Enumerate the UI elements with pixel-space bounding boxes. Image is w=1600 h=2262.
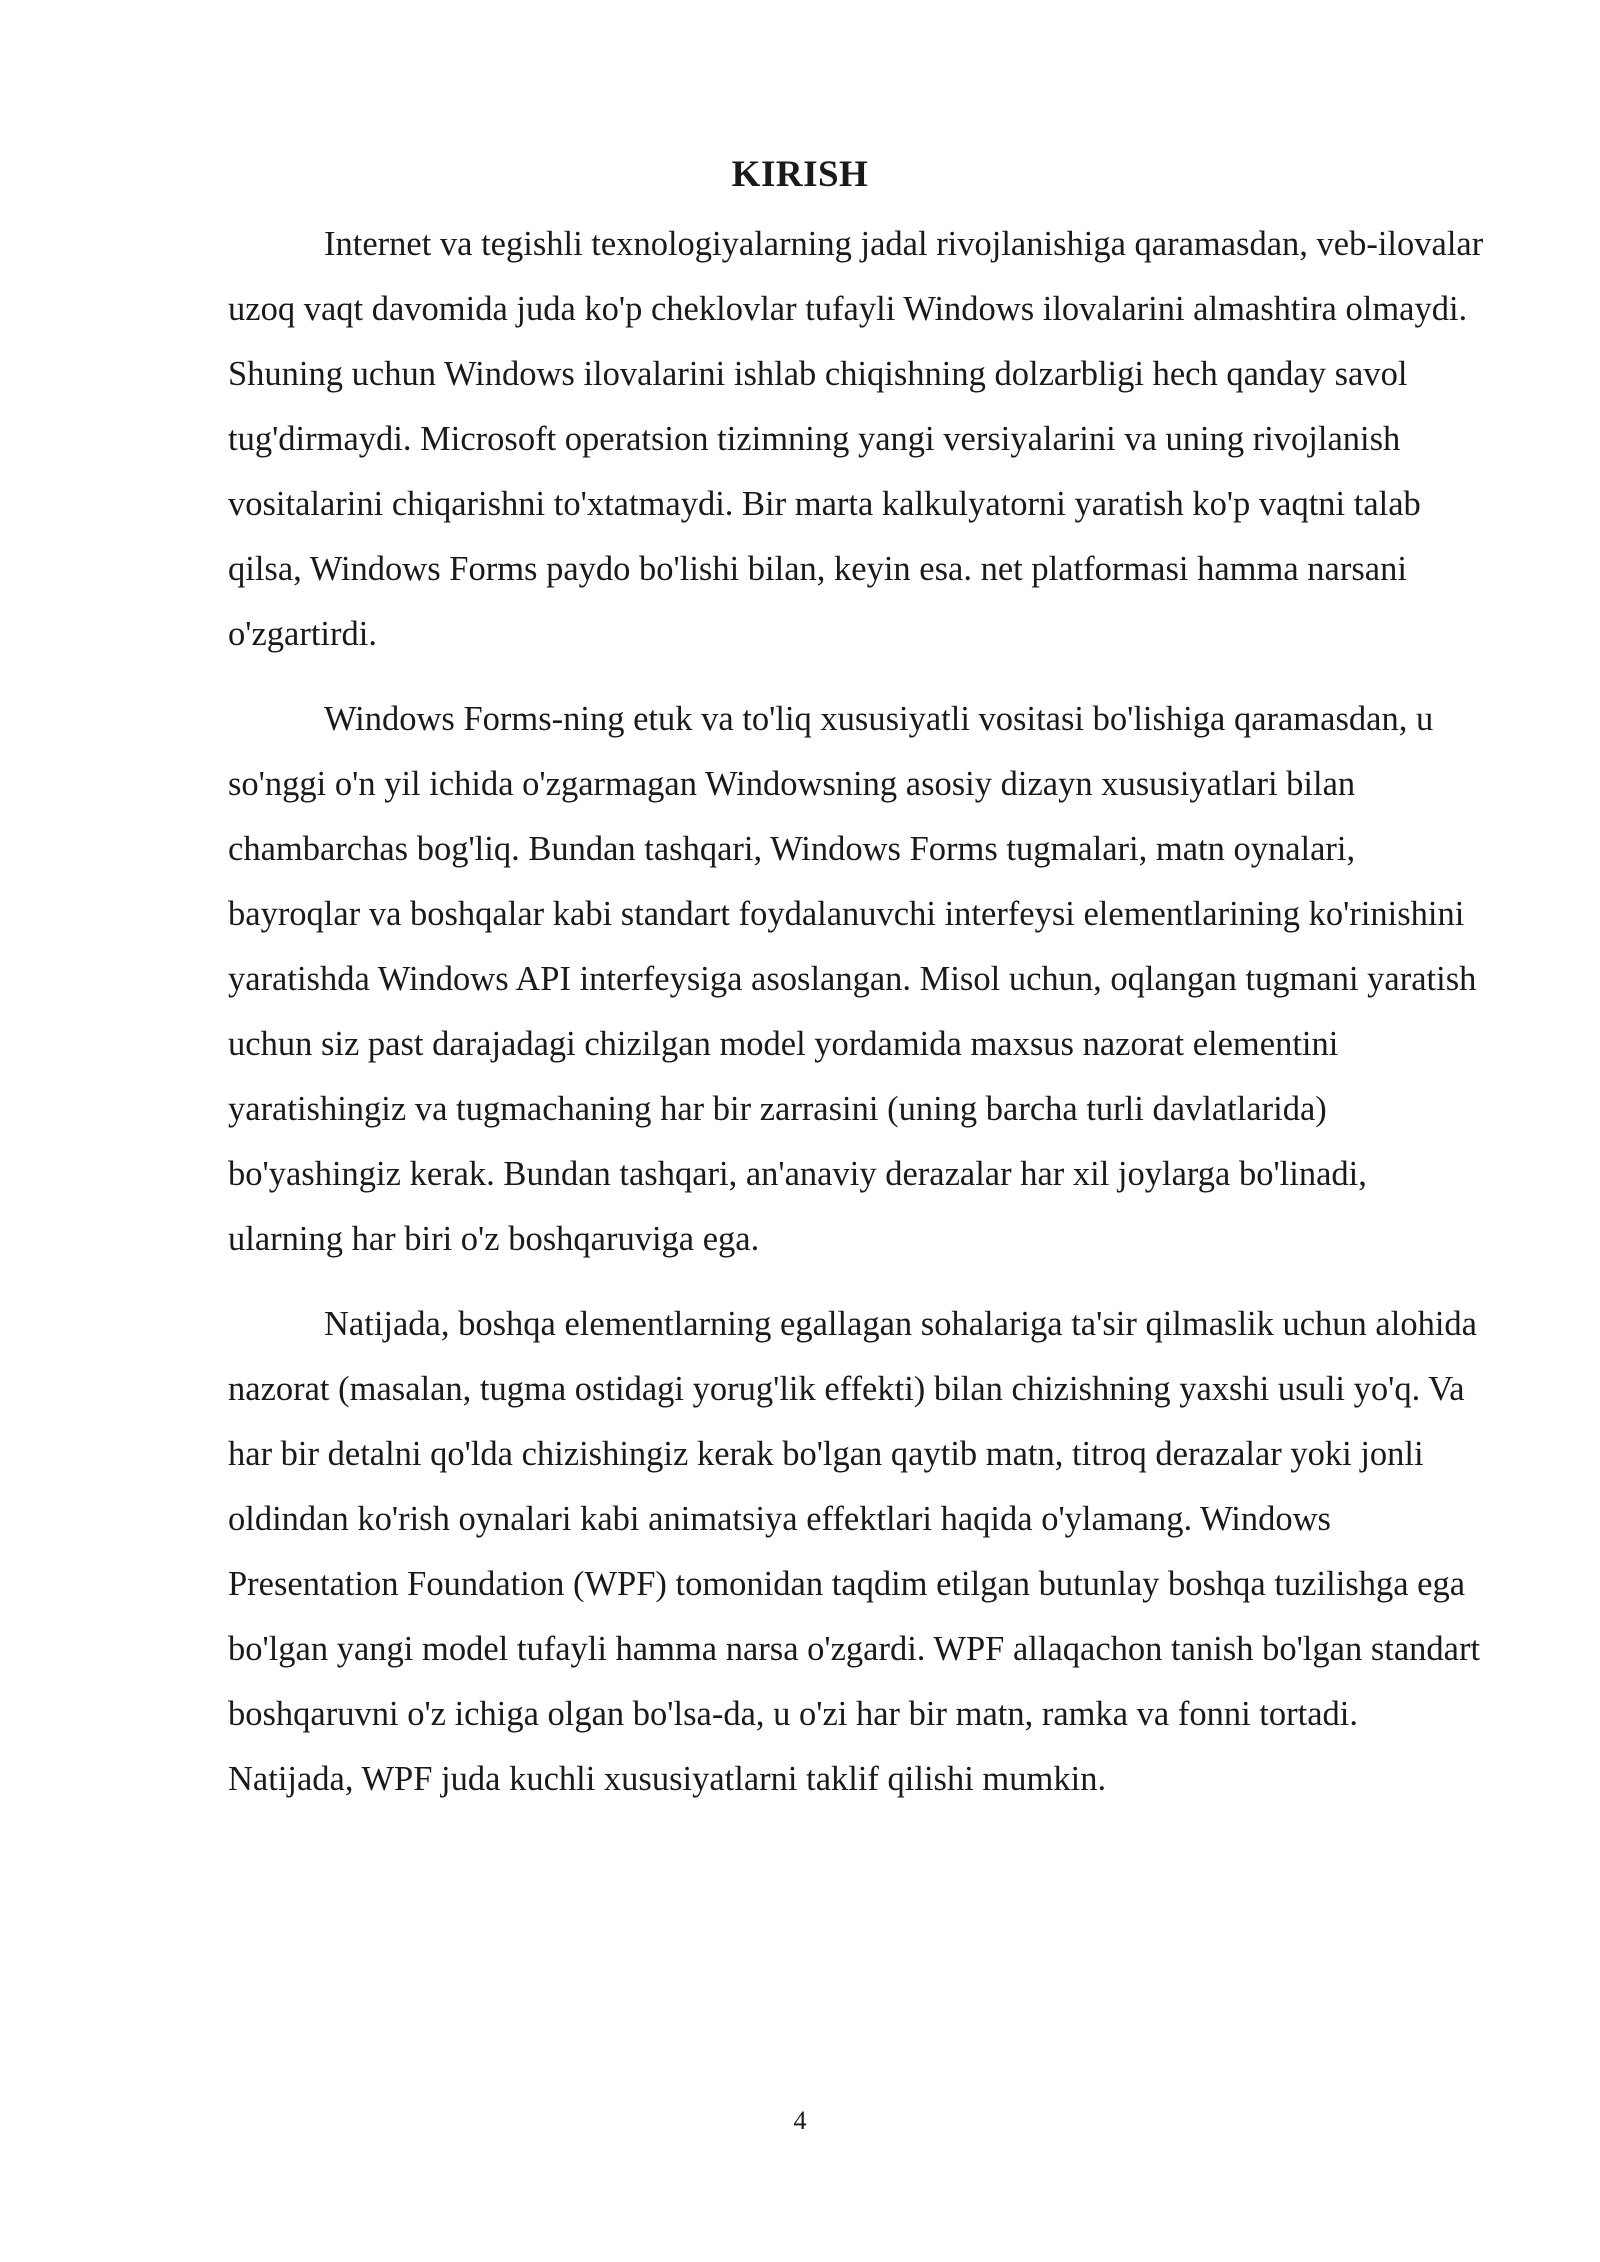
paragraph-1: Internet va tegishli texnologiyalarning jadal rivojlanishiga qaramasdan, veb-ilovalar uzoq vaqt davomida juda ko'p cheklovlar tufayli Windows ilovalarini almashtira olmaydi. Shuning uchun Windows ilovalarini ishlab chiqishning dolzarbligi hech qanday savol tug'dirmaydi. Microsoft operatsion tizimning yangi versiyalarini va uning rivojlanish vositalarini chiqarishni to'xtatmaydi. Bir marta kalkulyatorni yaratish ko'p vaqtni talab qilsa, Windows Forms paydo bo'lishi bilan, keyin esa. net platformasi hamma narsani o'zgartirdi.: [228, 225, 1484, 653]
paragraph-2: Windows Forms-ning etuk va to'liq xususiyatli vositasi bo'lishiga qaramasdan, u so'nggi o'n yil ichida o'zgarmagan Windowsning asosiy dizayn xususiyatlari bilan chambarchas bog'liq. Bundan tashqari, Windows Forms tugmalari, matn oynalari, bayroqlar va boshqalar kabi standart foydalanuvchi interfeysi elementlarining ko'rinishini yaratishda Windows API interfeysiga asoslangan. Misol uchun, oqlangan tugmani yaratish uchun siz past darajadagi chizilgan model yordamida maxsus nazorat elementini yaratishingiz va tugmachaning har bir zarrasini (uning barcha turli davlatlarida) bo'yashingiz kerak. Bundan tashqari, an'anaviy derazalar har xil joylarga bo'linadi, ularning har biri o'z boshqaruviga ega.: [228, 700, 1477, 1258]
section-heading: KIRISH: [731, 154, 869, 195]
body-text: [228, 212, 1488, 1832]
page-number: 4: [793, 2106, 807, 2135]
paragraph-3: Natijada, boshqa elementlarning egallagan sohalariga ta'sir qilmaslik uchun alohida nazorat (masalan, tugma ostidagi yorug'lik effekti) bilan chizishning yaxshi usuli yo'q. Va har bir detalni qo'lda chizishingiz kerak bo'lgan qaytib matn, titroq derazalar yoki jonli oldindan ko'rish oynalari kabi animatsiya effektlari haqida o'ylamang. Windows Presentation Foundation (WPF) tomonidan taqdim etilgan butunlay boshqa tuzilishga ega bo'lgan yangi model tufayli hamma narsa o'zgardi. WPF allaqachon tanish bo'lgan standart boshqaruvni o'z ichiga olgan bo'lsa-da, u o'zi har bir matn, ramka va fonni tortadi. Natijada, WPF juda kuchli xususiyatlarni taklif qilishi mumkin.: [228, 1305, 1481, 1798]
